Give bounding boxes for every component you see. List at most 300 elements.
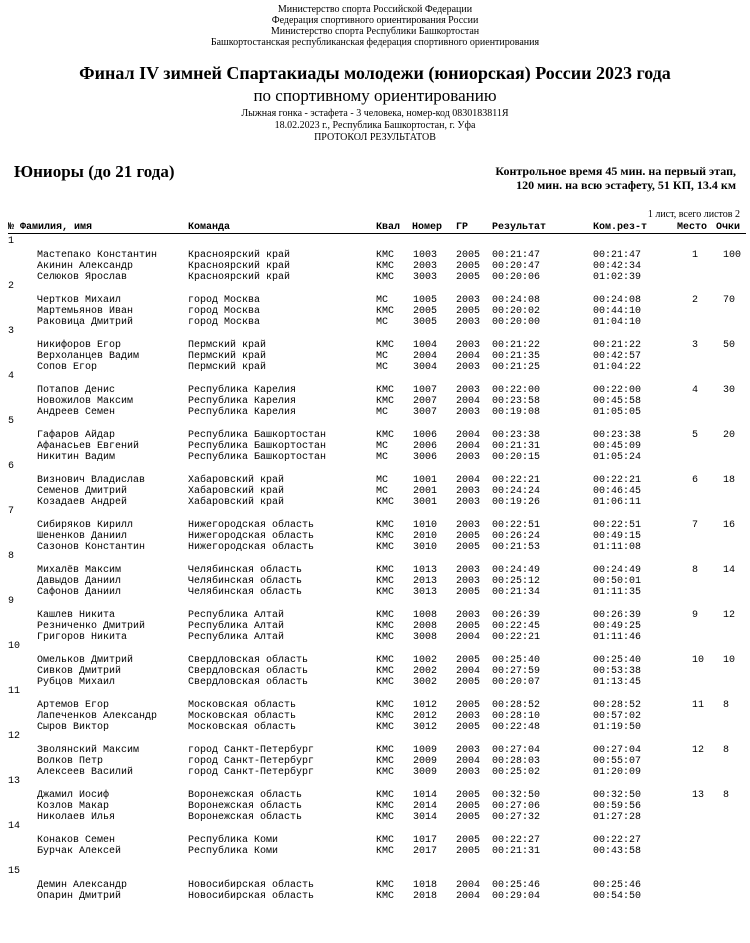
member-qual: КМС	[376, 677, 395, 688]
member-year: 2004	[456, 430, 481, 441]
member-team-result: 00:59:56	[593, 801, 642, 812]
member-bib: 3014	[413, 812, 438, 823]
member-name: Сыров Виктор	[37, 722, 110, 733]
member-qual: КМС	[376, 542, 395, 553]
member-team-result: 00:50:01	[593, 576, 642, 587]
member-bib: 1008	[413, 610, 438, 621]
member-bib: 3002	[413, 677, 438, 688]
member-result: 00:27:06	[492, 801, 541, 812]
member-team-result: 00:45:58	[593, 396, 642, 407]
member-bib: 1002	[413, 655, 438, 666]
member-bib: 1013	[413, 565, 438, 576]
member-team-result: 00:55:07	[593, 756, 642, 767]
member-qual: КМС	[376, 565, 395, 576]
member-qual: КМС	[376, 621, 395, 632]
member-name: Козлов Макар	[37, 801, 110, 812]
member-year: 2003	[456, 497, 481, 508]
member-year: 2003	[456, 385, 481, 396]
member-qual: КМС	[376, 891, 395, 902]
member-team: Московская область	[188, 700, 297, 711]
member-team-result: 00:25:46	[593, 880, 642, 891]
member-qual: КМС	[376, 385, 395, 396]
member-bib: 1004	[413, 340, 438, 351]
member-name: Сивков Дмитрий	[37, 666, 122, 677]
member-name: Козадаев Андрей	[37, 497, 128, 508]
member-team-result: 00:32:50	[593, 790, 642, 801]
member-name: Кашлев Никита	[37, 610, 116, 621]
member-result: 00:28:03	[492, 756, 541, 767]
member-name: Верхоланцев Вадим	[37, 351, 140, 362]
control-time-line-1: Контрольное время 45 мин. на первый этап,	[495, 164, 736, 178]
member-qual: КМС	[376, 340, 395, 351]
member-year: 2003	[456, 362, 481, 373]
member-team-result: 00:25:40	[593, 655, 642, 666]
team-place: 13	[692, 790, 705, 801]
org-line-2: Федерация спортивного ориентирования России	[271, 15, 479, 26]
team-points: 8	[723, 700, 730, 711]
member-result: 00:23:38	[492, 430, 541, 441]
member-year: 2003	[456, 610, 481, 621]
member-name: Артемов Егор	[37, 700, 110, 711]
member-result: 00:20:15	[492, 452, 541, 463]
member-team-result: 00:27:04	[593, 745, 642, 756]
member-year: 2005	[456, 722, 481, 733]
member-qual: КМС	[376, 632, 395, 643]
member-bib: 2007	[413, 396, 438, 407]
member-team: Свердловская область	[188, 655, 309, 666]
member-result: 00:21:31	[492, 846, 541, 857]
member-result: 00:22:51	[492, 520, 541, 531]
member-qual: КМС	[376, 520, 395, 531]
member-result: 00:21:25	[492, 362, 541, 373]
member-result: 00:22:48	[492, 722, 541, 733]
team-points: 12	[723, 610, 736, 621]
member-team: Воронежская область	[188, 790, 303, 801]
member-name: Визнович Владислав	[37, 475, 146, 486]
member-qual: МС	[376, 351, 389, 362]
member-year: 2005	[456, 790, 481, 801]
member-bib: 3004	[413, 362, 438, 373]
member-name: Джамил Иосиф	[37, 790, 110, 801]
member-year: 2003	[456, 340, 481, 351]
member-name: Зволянский Максим	[37, 745, 140, 756]
team-place: 11	[692, 700, 705, 711]
team-number: 13	[8, 776, 21, 787]
member-qual: МС	[376, 452, 389, 463]
member-team-result: 01:04:10	[593, 317, 642, 328]
member-year: 2005	[456, 261, 481, 272]
member-team: Республика Карелия	[188, 407, 297, 418]
member-team-result: 01:05:24	[593, 452, 642, 463]
team-points: 16	[723, 520, 736, 531]
member-year: 2005	[456, 846, 481, 857]
member-qual: КМС	[376, 880, 395, 891]
member-qual: КМС	[376, 745, 395, 756]
member-team: Республика Алтай	[188, 610, 285, 621]
member-team: Хабаровский край	[188, 475, 285, 486]
member-result: 00:21:22	[492, 340, 541, 351]
member-qual: КМС	[376, 587, 395, 598]
member-team-result: 01:06:11	[593, 497, 642, 508]
member-team-result: 00:21:22	[593, 340, 642, 351]
team-points: 14	[723, 565, 736, 576]
page-subtitle: по спортивному ориентированию	[253, 86, 497, 105]
team-number: 3	[8, 326, 15, 337]
member-name: Раковица Дмитрий	[37, 317, 134, 328]
member-year: 2004	[456, 441, 481, 452]
member-result: 00:24:08	[492, 295, 541, 306]
team-number: 8	[8, 551, 15, 562]
member-name: Рубцов Михаил	[37, 677, 116, 688]
member-qual: КМС	[376, 576, 395, 587]
member-team-result: 00:54:50	[593, 891, 642, 902]
member-team: Пермский край	[188, 362, 267, 373]
member-qual: КМС	[376, 430, 395, 441]
member-qual: КМС	[376, 767, 395, 778]
date-place: 18.02.2023 г., Республика Башкортостан, г. Уфа	[274, 120, 476, 131]
member-team-result: 01:13:45	[593, 677, 642, 688]
team-number: 9	[8, 596, 15, 607]
member-name: Сафонов Даниил	[37, 587, 122, 598]
member-team-result: 00:26:39	[593, 610, 642, 621]
team-number: 12	[8, 731, 21, 742]
org-line-3: Министерство спорта Республики Башкортостан	[270, 26, 480, 37]
member-name: Сибиряков Кирилл	[37, 520, 134, 531]
member-team-result: 00:28:52	[593, 700, 642, 711]
member-team: Хабаровский край	[188, 486, 285, 497]
member-year: 2005	[456, 542, 481, 553]
col-header-place: Место	[677, 222, 708, 233]
member-bib: 3013	[413, 587, 438, 598]
member-name: Волков Петр	[37, 756, 104, 767]
member-year: 2005	[456, 306, 481, 317]
member-result: 00:21:35	[492, 351, 541, 362]
col-header-bib: Номер	[412, 222, 443, 233]
team-number: 15	[8, 866, 21, 877]
member-team-result: 00:22:51	[593, 520, 642, 531]
member-bib: 2004	[413, 351, 438, 362]
team-number: 7	[8, 506, 15, 517]
member-qual: МС	[376, 441, 389, 452]
member-team: Челябинская область	[188, 576, 303, 587]
member-qual: МС	[376, 295, 389, 306]
member-name: Омельков Дмитрий	[37, 655, 134, 666]
member-qual: КМС	[376, 801, 395, 812]
member-qual: КМС	[376, 666, 395, 677]
member-year: 2005	[456, 677, 481, 688]
member-result: 00:24:49	[492, 565, 541, 576]
col-header-qual: Квал	[376, 222, 401, 233]
member-team: город Санкт-Петербург	[188, 756, 315, 767]
member-result: 00:25:02	[492, 767, 541, 778]
member-qual: КМС	[376, 700, 395, 711]
member-team: Республика Башкортостан	[188, 441, 327, 452]
col-header-team: Команда	[188, 222, 231, 233]
member-year: 2003	[456, 711, 481, 722]
member-result: 00:28:52	[492, 700, 541, 711]
team-number: 4	[8, 371, 15, 382]
member-qual: КМС	[376, 306, 395, 317]
member-result: 00:28:10	[492, 711, 541, 722]
member-team-result: 01:19:50	[593, 722, 642, 733]
member-year: 2004	[456, 475, 481, 486]
col-header-result: Результат	[492, 222, 547, 233]
member-team-result: 01:11:08	[593, 542, 642, 553]
member-year: 2005	[456, 531, 481, 542]
member-team-result: 01:20:09	[593, 767, 642, 778]
member-result: 00:20:06	[492, 272, 541, 283]
member-year: 2003	[456, 745, 481, 756]
member-result: 00:22:45	[492, 621, 541, 632]
member-bib: 2013	[413, 576, 438, 587]
team-place: 4	[692, 385, 699, 396]
member-year: 2004	[456, 891, 481, 902]
member-year: 2004	[456, 396, 481, 407]
member-result: 00:26:24	[492, 531, 541, 542]
col-header-name: Фамилия, имя	[20, 222, 93, 233]
member-team: Нижегородская область	[188, 531, 315, 542]
member-bib: 2010	[413, 531, 438, 542]
member-name: Никифоров Егор	[37, 340, 122, 351]
team-points: 20	[723, 430, 736, 441]
member-name: Чертков Михаил	[37, 295, 122, 306]
member-team: Челябинская область	[188, 587, 303, 598]
member-team-result: 00:44:10	[593, 306, 642, 317]
member-qual: КМС	[376, 722, 395, 733]
team-number: 5	[8, 416, 15, 427]
member-year: 2004	[456, 351, 481, 362]
member-bib: 3003	[413, 272, 438, 283]
member-name: Опарин Дмитрий	[37, 891, 122, 902]
member-year: 2004	[456, 880, 481, 891]
member-name: Николаев Илья	[37, 812, 116, 823]
team-points: 8	[723, 790, 730, 801]
member-result: 00:27:59	[492, 666, 541, 677]
team-points: 30	[723, 385, 736, 396]
member-team-result: 00:53:38	[593, 666, 642, 677]
member-team: Пермский край	[188, 351, 267, 362]
member-bib: 2006	[413, 441, 438, 452]
member-bib: 3005	[413, 317, 438, 328]
member-year: 2005	[456, 250, 481, 261]
member-team: Нижегородская область	[188, 520, 315, 531]
member-team-result: 01:11:46	[593, 632, 642, 643]
member-name: Селюков Ярослав	[37, 272, 128, 283]
member-name: Мастепако Константин	[37, 250, 158, 261]
member-qual: КМС	[376, 396, 395, 407]
member-name: Демин Александр	[37, 880, 128, 891]
col-header-points: Очки	[716, 222, 741, 233]
team-place: 2	[692, 295, 699, 306]
member-bib: 2014	[413, 801, 438, 812]
member-team: Республика Алтай	[188, 632, 285, 643]
team-points: 100	[723, 250, 742, 261]
team-points: 10	[723, 655, 736, 666]
member-bib: 2008	[413, 621, 438, 632]
member-team: город Москва	[188, 295, 261, 306]
member-bib: 1001	[413, 475, 438, 486]
team-place: 8	[692, 565, 699, 576]
member-year: 2003	[456, 407, 481, 418]
team-place: 6	[692, 475, 699, 486]
member-team-result: 00:42:57	[593, 351, 642, 362]
sheet-info: 1 лист, всего листов 2	[647, 209, 740, 220]
team-number: 10	[8, 641, 21, 652]
member-result: 00:24:24	[492, 486, 541, 497]
member-bib: 2003	[413, 261, 438, 272]
member-result: 00:25:40	[492, 655, 541, 666]
member-team-result: 00:24:08	[593, 295, 642, 306]
member-result: 00:22:00	[492, 385, 541, 396]
member-bib: 2012	[413, 711, 438, 722]
member-bib: 2009	[413, 756, 438, 767]
member-team: Хабаровский край	[188, 497, 285, 508]
member-name: Григоров Никита	[37, 632, 128, 643]
member-team-result: 00:24:49	[593, 565, 642, 576]
member-team: Московская область	[188, 722, 297, 733]
team-place: 9	[692, 610, 699, 621]
member-bib: 2017	[413, 846, 438, 857]
member-result: 00:22:21	[492, 632, 541, 643]
member-bib: 1012	[413, 700, 438, 711]
member-name: Семенов Дмитрий	[37, 486, 128, 497]
member-qual: КМС	[376, 711, 395, 722]
member-team: Республика Башкортостан	[188, 430, 327, 441]
member-team: Новосибирская область	[188, 891, 315, 902]
member-qual: КМС	[376, 531, 395, 542]
member-team-result: 01:04:22	[593, 362, 642, 373]
member-team-result: 00:21:47	[593, 250, 642, 261]
member-name: Давыдов Даниил	[37, 576, 122, 587]
member-bib: 1006	[413, 430, 438, 441]
member-bib: 2005	[413, 306, 438, 317]
member-team: Свердловская область	[188, 666, 309, 677]
member-qual: КМС	[376, 250, 395, 261]
team-number: 14	[8, 821, 21, 832]
member-result: 00:23:58	[492, 396, 541, 407]
member-year: 2005	[456, 655, 481, 666]
group-title: Юниоры (до 21 года)	[14, 162, 175, 181]
team-place: 7	[692, 520, 699, 531]
member-team: Челябинская область	[188, 565, 303, 576]
member-team: город Санкт-Петербург	[188, 767, 315, 778]
team-place: 3	[692, 340, 699, 351]
member-name: Лапеченков Александр	[37, 711, 158, 722]
member-bib: 1014	[413, 790, 438, 801]
member-year: 2005	[456, 801, 481, 812]
member-bib: 1018	[413, 880, 438, 891]
member-team: Нижегородская область	[188, 542, 315, 553]
member-name: Резниченко Дмитрий	[37, 621, 146, 632]
member-team: Красноярский край	[188, 272, 291, 283]
member-qual: КМС	[376, 497, 395, 508]
member-bib: 3009	[413, 767, 438, 778]
member-bib: 1007	[413, 385, 438, 396]
member-name: Бурчак Алексей	[37, 846, 122, 857]
member-team-result: 00:46:45	[593, 486, 642, 497]
member-result: 00:25:12	[492, 576, 541, 587]
member-bib: 3012	[413, 722, 438, 733]
member-result: 00:27:32	[492, 812, 541, 823]
member-team-result: 00:49:25	[593, 621, 642, 632]
member-qual: КМС	[376, 835, 395, 846]
member-team: Красноярский край	[188, 261, 291, 272]
member-team-result: 00:42:34	[593, 261, 642, 272]
member-team-result: 00:22:27	[593, 835, 642, 846]
member-result: 00:29:04	[492, 891, 541, 902]
member-team: Республика Коми	[188, 835, 279, 846]
member-bib: 3008	[413, 632, 438, 643]
member-year: 2005	[456, 621, 481, 632]
member-name: Алексеев Василий	[37, 767, 134, 778]
member-team-result: 00:43:58	[593, 846, 642, 857]
member-team-result: 00:45:09	[593, 441, 642, 452]
member-qual: КМС	[376, 812, 395, 823]
member-year: 2003	[456, 576, 481, 587]
member-result: 00:19:08	[492, 407, 541, 418]
member-result: 00:21:47	[492, 250, 541, 261]
team-number: 6	[8, 461, 15, 472]
member-year: 2003	[456, 565, 481, 576]
member-name: Сазонов Константин	[37, 542, 146, 553]
member-name: Андреев Семен	[37, 407, 116, 418]
member-year: 2003	[456, 452, 481, 463]
member-team: Республика Башкортостан	[188, 452, 327, 463]
protocol-label: ПРОТОКОЛ РЕЗУЛЬТАТОВ	[314, 132, 436, 143]
member-year: 2003	[456, 486, 481, 497]
page-title: Финал IV зимней Спартакиады молодежи (юниорская) России 2023 года	[79, 63, 671, 83]
member-result: 00:26:39	[492, 610, 541, 621]
member-result: 00:21:31	[492, 441, 541, 452]
member-bib: 1017	[413, 835, 438, 846]
member-team: Республика Коми	[188, 846, 279, 857]
team-number: 2	[8, 281, 15, 292]
member-name: Акинин Александр	[37, 261, 134, 272]
member-year: 2004	[456, 632, 481, 643]
member-team-result: 00:57:02	[593, 711, 642, 722]
member-bib: 2002	[413, 666, 438, 677]
member-name: Мартемьянов Иван	[37, 306, 134, 317]
member-team: Республика Карелия	[188, 396, 297, 407]
member-qual: МС	[376, 475, 389, 486]
member-team: Московская область	[188, 711, 297, 722]
team-place: 12	[692, 745, 705, 756]
member-bib: 1003	[413, 250, 438, 261]
team-points: 50	[723, 340, 736, 351]
member-result: 00:20:07	[492, 677, 541, 688]
member-result: 00:32:50	[492, 790, 541, 801]
member-name: Новожилов Максим	[37, 396, 134, 407]
member-year: 2004	[456, 756, 481, 767]
member-qual: КМС	[376, 756, 395, 767]
member-qual: МС	[376, 486, 389, 497]
race-description: Лыжная гонка - эстафета - 3 человека, номер-код 0830183811Я	[241, 108, 509, 119]
member-result: 00:27:04	[492, 745, 541, 756]
org-line-1: Министерство спорта Российской Федерации	[277, 4, 473, 15]
member-qual: МС	[376, 362, 389, 373]
member-team: Красноярский край	[188, 250, 291, 261]
member-bib: 3001	[413, 497, 438, 508]
member-year: 2005	[456, 835, 481, 846]
member-result: 00:22:27	[492, 835, 541, 846]
member-qual: МС	[376, 317, 389, 328]
member-bib: 1009	[413, 745, 438, 756]
team-points: 18	[723, 475, 736, 486]
member-team: Воронежская область	[188, 801, 303, 812]
col-header-year: ГР	[456, 222, 469, 233]
member-team: Новосибирская область	[188, 880, 315, 891]
member-team: Пермский край	[188, 340, 267, 351]
